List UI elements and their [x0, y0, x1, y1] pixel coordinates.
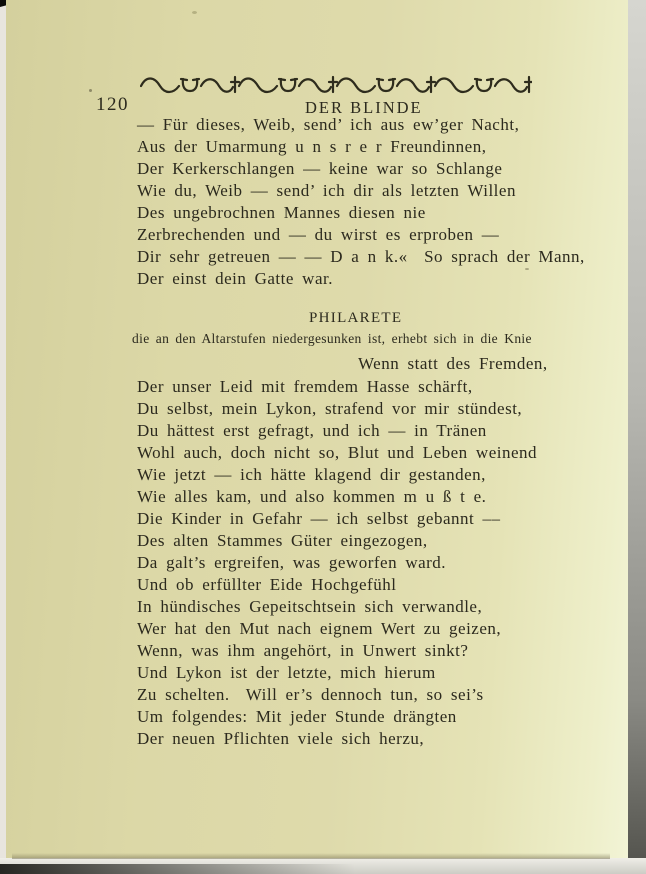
verse-line: Des alten Stammes Güter eingezogen,: [137, 531, 428, 550]
speaker-name: PHILARETE: [309, 310, 403, 326]
verse-line: Wie jetzt — ich hätte klagend dir gestanden,: [137, 465, 486, 484]
verse-line: Zerbrechenden und — du wirst es erproben —: [137, 225, 500, 244]
verse-line: Wenn, was ihm angehört, in Unwert sinkt?: [137, 641, 469, 660]
scan-edge-bottom-shadow: [0, 864, 355, 874]
verse-line: Und ob erfüllter Eide Hochgefühl: [137, 575, 397, 594]
verse-line: Der einst dein Gatte war.: [137, 269, 333, 288]
verse-line: Du selbst, mein Lykon, strafend vor mir stündest,: [137, 399, 523, 418]
verse-line: In hündisches Gepeitschtsein sich verwandle,: [137, 597, 483, 616]
scan-speck: [192, 11, 197, 14]
verse-line: Du hättest erst gefragt, und ich — in Tränen: [137, 421, 487, 440]
scan-edge-right: [628, 0, 646, 874]
running-head-title: DER BLINDE: [305, 98, 423, 117]
verse-line: Wohl auch, doch nicht so, Blut und Leben weinend: [137, 443, 538, 462]
verse-line-opening: Wenn statt des Fremden,: [358, 354, 548, 373]
ornament-border-graphic: [140, 74, 532, 96]
verse-line: — Für dieses, Weib, send’ ich aus ew’ger Nacht,: [137, 115, 520, 134]
page-bottom-shadow: [12, 853, 610, 859]
verse-line: Da galt’s ergreifen, was geworfen ward.: [137, 553, 447, 572]
verse-line: Dir sehr getreuen — — D a n k.« So sprach der Mann,: [137, 247, 585, 266]
verse-line: Wie alles kam, und also kommen m u ß t e.: [137, 487, 487, 506]
scan-speck: [525, 268, 529, 270]
verse-line: Der neuen Pflichten viele sich herzu,: [137, 729, 425, 748]
verse-line: Um folgendes: Mit jeder Stunde drängten: [137, 707, 457, 726]
verse-stanza-philarete-speech: [137, 376, 537, 750]
verse-line: Wie du, Weib — send’ ich dir als letzten Willen: [137, 181, 516, 200]
verse-line: Zu schelten. Will er’s dennoch tun, so sei’s: [137, 685, 484, 704]
verse-line: Und Lykon ist der letzte, mich hierum: [137, 663, 436, 682]
verse-line: Die Kinder in Gefahr — ich selbst gebannt ––: [137, 509, 501, 528]
book-page: [6, 0, 628, 858]
verse-stanza-monologue-end: [137, 114, 585, 290]
verse-line: Der unser Leid mit fremdem Hasse schärft,: [137, 377, 473, 396]
scan-speck: [89, 89, 92, 92]
verse-line: Des ungebrochnen Mannes diesen nie: [137, 203, 426, 222]
ornament-border: [140, 74, 532, 96]
page-number: 120: [96, 94, 129, 115]
verse-line: Aus der Umarmung u n s r e r Freundinnen,: [137, 137, 487, 156]
verse-line: Der Kerkerschlangen — keine war so Schlange: [137, 159, 503, 178]
verse-line: Wer hat den Mut nach eignem Wert zu geizen,: [137, 619, 502, 638]
stage-direction: die an den Altarstufen niedergesunken ist, erhebt sich in die Knie: [132, 331, 532, 346]
